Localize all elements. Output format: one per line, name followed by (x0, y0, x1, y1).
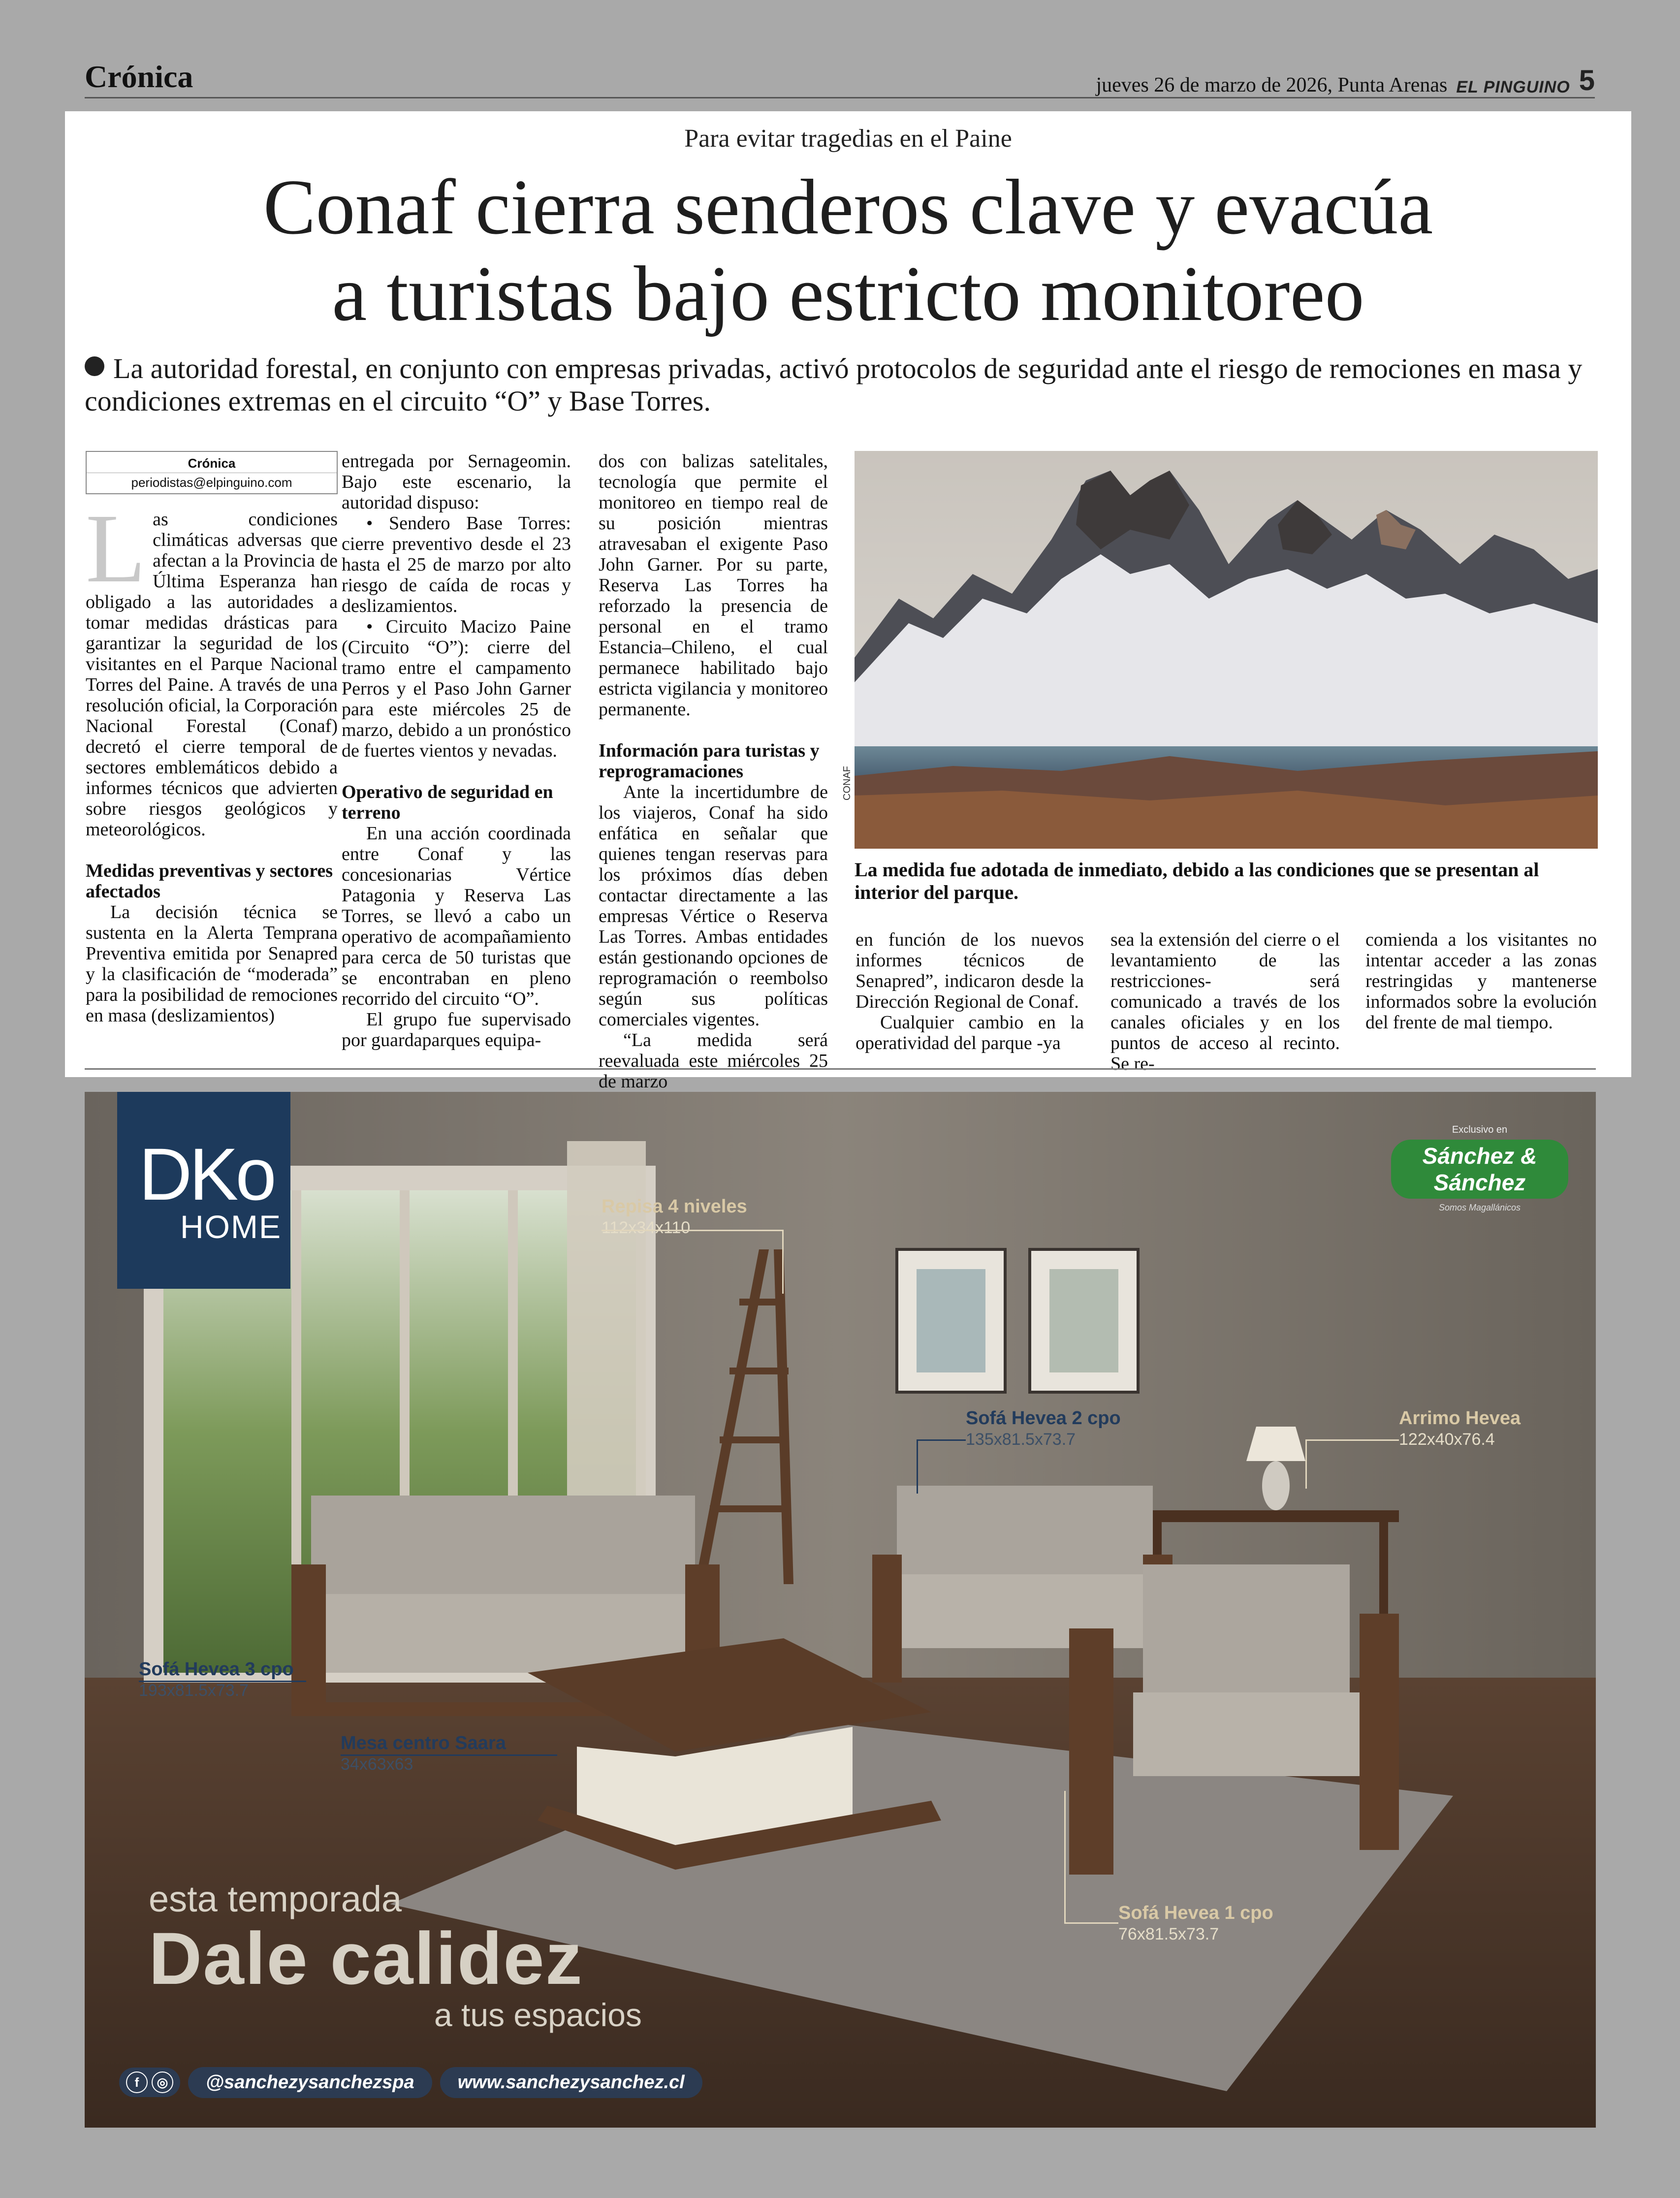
instagram-icon[interactable]: ◎ (152, 2071, 173, 2093)
facebook-icon[interactable]: f (126, 2071, 148, 2093)
column-6 (1365, 929, 1597, 1033)
ad-slogan (149, 1879, 642, 2032)
drop-cap: L (86, 494, 146, 603)
product-dims: 135x81.5x73.7 (966, 1430, 1076, 1449)
paragraph: El grupo fue supervisado por guardaparques equipa- (342, 1009, 571, 1051)
byline-email[interactable]: periodistas@elpinguino.com (131, 475, 292, 490)
newspaper-name: EL PINGUINO (1456, 78, 1570, 96)
column-2 (342, 451, 571, 1051)
product-name: Sofá Hevea 1 cpo (1118, 1903, 1273, 1923)
page-header (85, 59, 1595, 98)
photo-caption: La medida fue adotada de inmediato, debido a las condiciones que se presentan al interior del parque. (855, 859, 1539, 903)
paragraph: En una acción coordinada entre Conaf y las concesionarias Vértice Patagonia y Reserva Las Torres, se llevó a cabo un operativo de acompañamiento para cerca de 50 turistas que se encontraban en pleno recorrido del circuito “O”. (342, 823, 571, 1009)
product-label-sofa-2 (966, 1407, 1121, 1449)
section-name: Crónica (85, 59, 193, 94)
byline (86, 451, 338, 494)
headline-line-2: a turistas bajo estricto monitoreo (332, 250, 1364, 337)
paragraph: Cualquier cambio en la operatividad del parque -ya (856, 1012, 1084, 1053)
leader-line (917, 1439, 966, 1494)
leader-line (1064, 1791, 1118, 1924)
product-dims: 193x81.5x73.7 (139, 1681, 249, 1700)
product-dims: 122x40x76.4 (1399, 1430, 1495, 1449)
product-label-arrimo (1399, 1407, 1521, 1449)
product-name: Repisa 4 niveles (602, 1196, 747, 1217)
column-4 (856, 929, 1084, 1053)
paragraph-text: as condiciones climáticas adversas que afectan a la Provincia de Última Esperanza han obligado a las autoridades a tomar medidas drásticas para garantizar la seguridad de los visitantes en el Parque Nacional Torres del Paine. A través de una resolución oficial, la Corporación Nacional Forestal (Conaf) decretó el cierre temporal de sectores emblemáticos debido a informes técnicos que advierten sobre riesgos geológicos y meteorológicos. (86, 509, 338, 840)
paragraph: Ante la incertidumbre de los viajeros, Conaf ha sido enfática en señalar que quienes tengan reservas para los próximos días deben contactar directamente a las empresas Vértice o Reserva Las Torres. Ambas entidades están gestionando opciones de reprogramación o reembolso según sus políticas comerciales vigentes. (599, 782, 828, 1030)
paragraph: comienda a los visitantes no intentar acceder a las zonas restringidas y mantenerse informados sobre la evolución del frente de mal tiempo. (1365, 929, 1597, 1033)
logo-dko: DKo (139, 1133, 274, 1215)
paragraph: sea la extensión del cierre o el levantamiento de las restricciones- será comunicado a través de los canales oficiales y en los puntos de acceso al recinto. Se re- (1110, 929, 1340, 1074)
lede (85, 352, 1611, 417)
photo-credit: CONAF (842, 766, 853, 800)
subheading: Operativo de seguridad en terreno (342, 782, 553, 823)
product-label-mesa (341, 1732, 506, 1774)
product-label-sofa-3 (139, 1658, 294, 1700)
leader-line (1305, 1439, 1399, 1489)
article (65, 111, 1631, 1092)
paragraph (86, 494, 338, 840)
partner-exclusive: Exclusivo en (1452, 1124, 1508, 1135)
slogan-top: esta temporada (149, 1879, 402, 1919)
sanchez-logo (1391, 1124, 1568, 1213)
social-icons (119, 2068, 180, 2097)
headline-line-1: Conaf cierra senderos clave y evacúa (263, 163, 1433, 251)
bullet-item: • Circuito Macizo Paine (Circuito “O”): cierre del tramo entre el campamento Perros y el Paso John Garner para este miércoles 25 de marzo, debido a un pronóstico de fuertes vientos y nevadas. (342, 616, 571, 761)
paragraph: en función de los nuevos informes técnicos de Senapred”, indicaron desde la Dirección Regional de Conaf. (856, 929, 1084, 1012)
partner-tagline: Somos Magallánicos (1438, 1203, 1521, 1212)
divider (85, 1068, 1596, 1070)
advertisement[interactable] (85, 1092, 1596, 2128)
leader-line (139, 1681, 306, 1682)
social-handle[interactable]: @sanchezysanchezspa (188, 2067, 432, 2098)
column-1 (86, 451, 338, 1026)
product-dims: 76x81.5x73.7 (1118, 1925, 1219, 1943)
headline (65, 163, 1631, 337)
kicker: Para evitar tragedias en el Paine (684, 125, 1012, 153)
byline-section: Crónica (87, 452, 337, 473)
leader-line (602, 1230, 784, 1294)
product-name: Sofá Hevea 2 cpo (966, 1408, 1121, 1429)
subheading: Información para turistas y reprogramaciones (599, 740, 820, 782)
product-name: Arrimo Hevea (1399, 1408, 1521, 1429)
product-label-sofa-1 (1118, 1902, 1273, 1944)
lede-text: La autoridad forestal, en conjunto con empresas privadas, activó protocolos de seguridad ante el riesgo de remociones en masa y condiciones extremas en el circuito “O” y Base Torres. (85, 352, 1583, 417)
dko-home-logo (117, 1092, 290, 1289)
column-3 (599, 451, 828, 1092)
paragraph: dos con balizas satelitales, tecnología que permite el monitoreo en tiempo real de su posición mientras atravesaban el exigente Paso John Garner. Por su parte, Reserva Las Torres ha reforzado la presencia de personal en el tramo Estancia–Chileno, el cual permanece habilitado bajo estricta vigilancia y monitoreo permanente. (599, 451, 828, 720)
article-photo (855, 451, 1598, 849)
product-dims: 34x63x63 (341, 1755, 413, 1774)
column-5 (1110, 929, 1340, 1074)
logo-home: HOME (180, 1209, 282, 1245)
dateline: jueves 26 de marzo de 2026, Punta Arenas (1096, 74, 1448, 96)
product-name: Mesa centro Saara (341, 1733, 506, 1753)
slogan-bottom: a tus espacios (434, 1997, 642, 2033)
product-dims: 112x34x110 (602, 1218, 691, 1237)
bullet-item: • Sendero Base Torres: cierre preventivo desde el 23 hasta el 25 de marzo por alto riesgo de caída de rocas y deslizamientos. (342, 513, 571, 616)
paragraph: entregada por Sernageomin. Bajo este escenario, la autoridad dispuso: (342, 451, 571, 513)
leader-line (341, 1754, 557, 1756)
slogan-main: Dale calidez (149, 1917, 583, 2000)
product-name: Sofá Hevea 3 cpo (139, 1659, 294, 1680)
partner-name: Sánchez & Sánchez (1391, 1140, 1568, 1199)
mountain-landscape-image (855, 451, 1598, 849)
website-link[interactable]: www.sanchezysanchez.cl (440, 2067, 702, 2098)
paragraph: La decisión técnica se sustenta en la Alerta Temprana Preventiva emitida por Senapred y la clasificación de “moderada” para la posibilidad de remociones en masa (deslizamientos) (86, 902, 338, 1026)
subheading: Medidas preventivas y sectores afectados (86, 860, 333, 902)
paragraph: “La medida será reevaluada este miércoles 25 de marzo (599, 1030, 828, 1092)
page-number: 5 (1579, 64, 1595, 96)
bullet-icon (85, 356, 104, 376)
header-right (1096, 64, 1595, 97)
social-bar (119, 2067, 702, 2098)
